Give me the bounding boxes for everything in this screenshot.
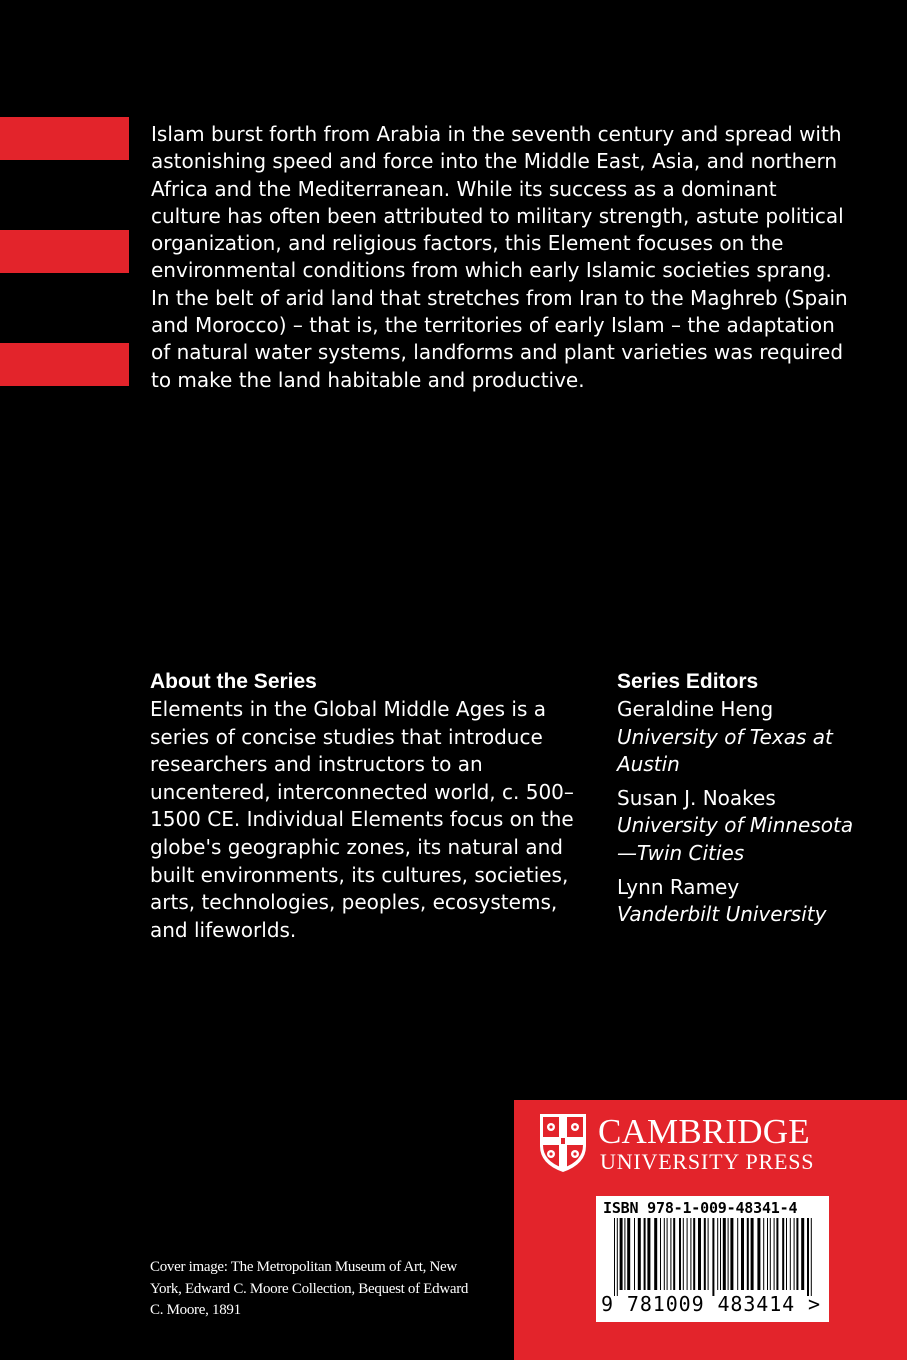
publisher-subname: UNIVERSITY PRESS [600, 1149, 815, 1174]
editor-name: Lynn Ramey [617, 874, 740, 899]
red-accent-bar-bottom [0, 343, 129, 386]
barcode-bar [634, 1218, 635, 1290]
barcode-bar [638, 1218, 641, 1290]
barcode-bar [687, 1218, 688, 1290]
editors-heading: Series Editors [617, 670, 759, 693]
barcode-bar [673, 1218, 675, 1290]
barcode-bar [644, 1218, 646, 1290]
barcode-bar [774, 1218, 775, 1290]
barcode-bar [737, 1218, 738, 1290]
barcode-bar [811, 1218, 812, 1296]
barcode-bar [693, 1218, 695, 1290]
cover-image-credit: Cover image: The Metropolitan Museum of Art, New York, Edward C. Moore Collection, Bequest of Edward C. Moore, 1891 [150, 1259, 469, 1318]
barcode-bar [717, 1218, 718, 1290]
barcode-bar [660, 1218, 661, 1290]
red-accent-bar-top [0, 117, 129, 160]
barcode-bar [720, 1218, 721, 1290]
barcode-bar [690, 1218, 691, 1290]
red-accent-bar-middle [0, 230, 129, 273]
editor-name: Susan J. Noakes [617, 785, 776, 810]
barcode-bar [751, 1218, 754, 1290]
editor-affiliation: University of Texas at Austin [617, 724, 833, 777]
book-blurb: Islam burst forth from Arabia in the seventh century and spread with astonishing speed and force into the Middle East, Asia, and northern Africa and the Mediterranean. While its success as a dominant culture has often been attributed to military strength, astute political organization, and religious factors, this Element focuses on the environmental conditions from which early Islamic societies sprang. In the belt of arid land that stretches from Iran to the Maghreb (Spain and Morocco) – that is, the territories of early Islam – the adaptation of natural water systems, landforms and plant varieties was required to make the land habitable and productive. [151, 122, 848, 392]
barcode-bar [730, 1218, 733, 1290]
barcode-bar [757, 1218, 760, 1290]
barcode-bar [624, 1218, 625, 1290]
barcode-bar [679, 1218, 681, 1290]
barcode-bar [667, 1218, 668, 1290]
barcode-bar [763, 1218, 764, 1290]
barcode-bar [712, 1218, 714, 1296]
ean-digits: 9 781009 483414 > [601, 1292, 821, 1316]
barcode-bar [796, 1218, 798, 1290]
barcode-bar [770, 1218, 771, 1290]
editor-affiliation: University of Minnesota—Twin Cities [617, 813, 854, 865]
isbn-number: ISBN 978-1-009-48341-4 [603, 1199, 798, 1217]
editor-entry [617, 874, 857, 929]
editor-entry [617, 696, 857, 779]
cambridge-crest-icon [538, 1112, 588, 1174]
barcode-bar [723, 1218, 726, 1290]
barcode-bar [620, 1218, 623, 1290]
barcode-bar [664, 1218, 665, 1290]
barcode-bar [807, 1218, 809, 1296]
barcode-bar [704, 1218, 706, 1290]
editor-name: Geraldine Heng [617, 697, 774, 721]
series-editors [617, 668, 857, 935]
barcode-bar [627, 1218, 630, 1290]
barcode-bar [617, 1218, 618, 1296]
about-text: Elements in the Global Middle Ages is a series of concise studies that introduce researchers and instructors to an uncentered, interconnected world, c. 500–1500 CE. Individual Elements focus on the globe's geographic zones, its natural and built environments, its cultures, societies, arts, technologies, peoples, ecosystems, and lifeworlds. [150, 697, 574, 942]
barcode-bar [708, 1218, 709, 1290]
barcode-bar [776, 1218, 778, 1290]
barcode-bar [670, 1218, 671, 1290]
barcode-bar [614, 1218, 615, 1296]
about-the-series [150, 668, 580, 944]
editor-entry [617, 785, 857, 868]
barcode-bar [698, 1218, 701, 1290]
barcode-bar [741, 1218, 744, 1290]
barcode-bar [790, 1218, 791, 1290]
barcode-bar [794, 1218, 795, 1290]
barcode-bar [747, 1218, 749, 1290]
barcode-bar [683, 1218, 684, 1290]
barcode-bar [767, 1218, 768, 1290]
barcode-bar [647, 1218, 650, 1290]
barcode-bar [801, 1218, 804, 1290]
about-heading: About the Series [150, 670, 317, 693]
barcode-bar [728, 1218, 729, 1290]
publisher-name: CAMBRIDGE [598, 1112, 810, 1151]
publisher-block [514, 1100, 907, 1360]
barcode-bar [782, 1218, 784, 1290]
barcode-bar [654, 1218, 657, 1290]
barcode-bar [786, 1218, 787, 1290]
editor-affiliation: Vanderbilt University [617, 902, 827, 927]
isbn-barcode [596, 1196, 829, 1322]
